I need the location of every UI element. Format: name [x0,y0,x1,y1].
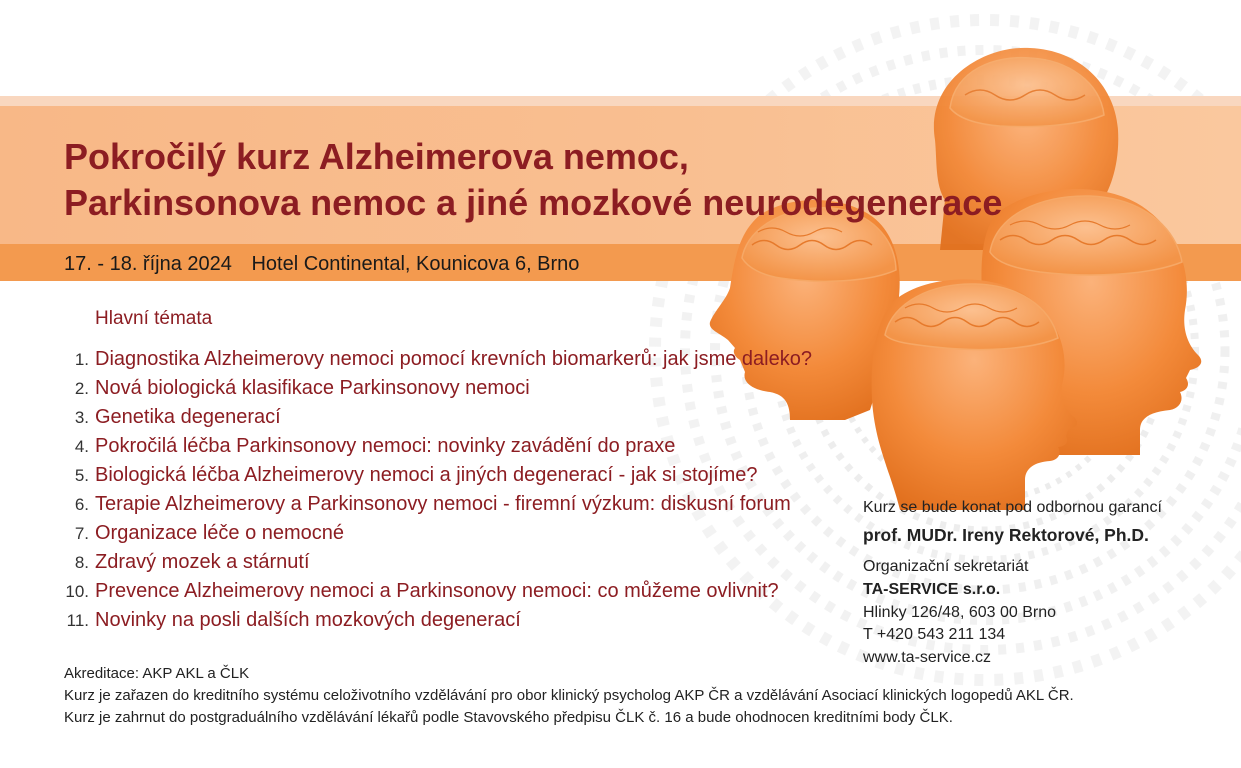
topic-text: Novinky na posli dalších mozkových degenerací [95,609,521,631]
topic-text: Terapie Alzheimerovy a Parkinsonovy nemoci - firemní výzkum: diskusní forum [95,493,791,515]
event-date: 17. - 18. října 2024 [64,253,232,275]
topics-list [60,348,812,638]
list-item [60,551,812,580]
topics-heading: Hlavní témata [95,308,213,329]
accreditation-line: Akreditace: AKP AKL a ČLK [64,665,250,682]
topic-text: Biologická léčba Alzheimerovy nemoci a jiných degenerací - jak si stojíme? [95,464,758,486]
topic-text: Genetika degenerací [95,406,281,428]
topic-number: 7. [74,524,89,543]
secretariat-phone: T +420 543 211 134 [863,626,1006,643]
topic-number: 4. [74,437,89,456]
guarantor-name: prof. MUDr. Ireny Rektorové, Ph.D. [863,525,1149,545]
accreditation-block [64,663,1074,729]
topic-number: 10. [65,582,89,601]
event-venue: Hotel Continental, Kounicova 6, Brno [251,253,580,275]
accreditation-line: Kurz je zařazen do kreditního systému celoživotního vzdělávání pro obor klinický psycholog AKP ČR a vzdělávání Asociací klinických logopedů AKL ČR. [64,687,1074,704]
topic-text: Prevence Alzheimerovy nemoci a Parkinsonovy nemoci: co můžeme ovlivnit? [95,580,779,602]
topic-text: Organizace léče o nemocné [95,522,345,544]
list-item [60,435,812,464]
list-item [60,580,812,609]
accreditation-line: Kurz je zahrnut do postgraduálního vzdělávání lékařů podle Stavovského předpisu ČLK č. 16 a bude ohodnocen kreditními body ČLK. [64,709,953,726]
list-item [60,493,812,522]
title-line-2: Parkinsonova nemoc a jiné mozkové neurodegenerace [64,182,1003,223]
list-item [60,522,812,551]
event-info [64,252,593,276]
secretariat-company: TA-SERVICE s.r.o. [863,581,1001,598]
list-item [60,609,812,638]
topic-number: 5. [74,466,89,485]
topic-text: Diagnostika Alzheimerovy nemoci pomocí krevních biomarkerů: jak jsme daleko? [95,348,812,370]
title-line-1: Pokročilý kurz Alzheimerova nemoc, [64,136,689,177]
topic-number: 6. [74,495,89,514]
topic-text: Nová biologická klasifikace Parkinsonovy nemoci [95,377,530,399]
topic-text: Pokročilá léčba Parkinsonovy nemoci: novinky zavádění do praxe [95,435,676,457]
topic-number: 3. [74,408,89,427]
list-item [60,348,812,377]
head-front [872,279,1078,510]
topic-number: 1. [74,350,89,369]
list-item [60,377,812,406]
topic-number: 11. [66,611,89,630]
page-title [64,134,1002,226]
secretariat-web: www.ta-service.cz [863,649,992,666]
topic-text: Zdravý mozek a stárnutí [95,551,310,573]
secretariat-address: Hlinky 126/48, 603 00 Brno [863,604,1057,621]
list-item [60,464,812,493]
topic-number: 2. [74,379,89,398]
secretariat-label: Organizační sekretariát [863,558,1029,575]
list-item [60,406,812,435]
guarantee-intro: Kurz se bude konat pod odbornou garancí [863,499,1162,516]
topic-number: 8. [74,553,89,572]
